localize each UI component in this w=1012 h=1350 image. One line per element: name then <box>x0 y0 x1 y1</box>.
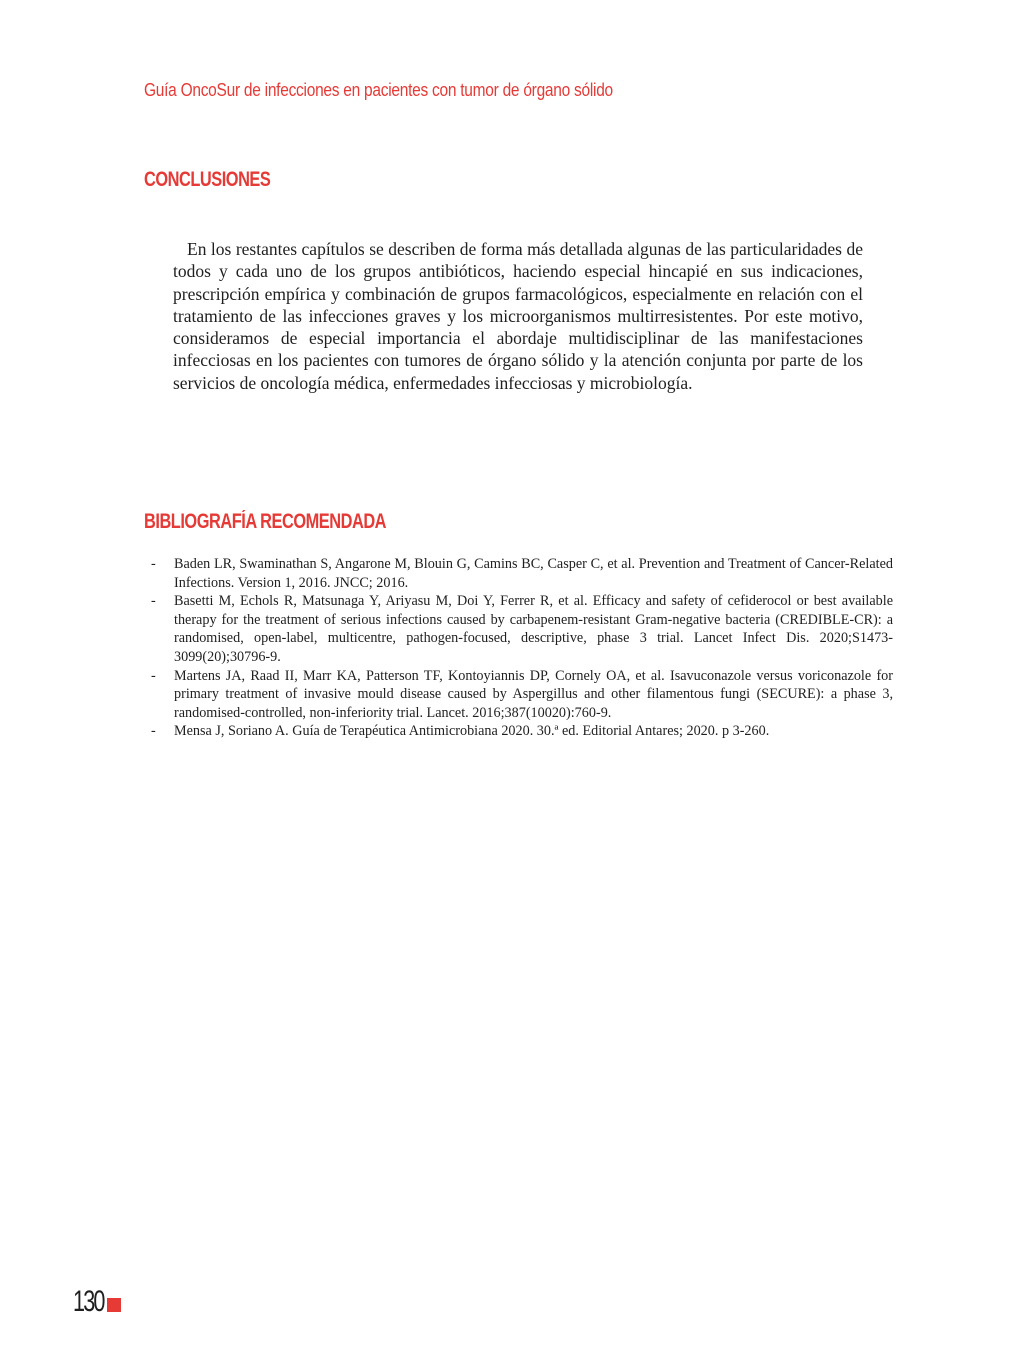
reference-item <box>147 722 893 741</box>
reference-item <box>147 667 893 723</box>
list-bullet: - <box>151 723 156 740</box>
reference-list <box>147 555 893 741</box>
running-header-title: Guía OncoSur de infecciones en pacientes con tumor de órgano sólido <box>144 80 613 100</box>
reference-text: Basetti M, Echols R, Matsunaga Y, Ariyasu M, Doi Y, Ferrer R, et al. Efficacy and safety of cefiderocol or best available therapy for the treatment of serious infections caused by carbapenem-resistant Gram-negative bacteria (CREDIBLE-CR): a randomised, open-label, multicentre, pathogen-focused, descriptive, phase 3 trial. Lancet Infect Dis. 2020;S1473-3099(20);30796-9. <box>174 593 893 665</box>
conclusiones-heading: CONCLUSIONES <box>144 168 271 191</box>
reference-text: Baden LR, Swaminathan S, Angarone M, Blouin G, Camins BC, Casper C, et al. Prevention and Treatment of Cancer-Related Infections. Version 1, 2016. JNCC; 2016. <box>174 556 893 591</box>
conclusiones-paragraph: En los restantes capítulos se describen de forma más detallada algunas de las particularidades de todos y cada uno de los grupos antibióticos, haciendo especial hincapié en sus indicaciones, prescripción empírica y combinación de grupos farmacológicos, especialmente en relación con el tratamiento de las infecciones graves y los microorganismos multirresistentes. Por este motivo, consideramos de especial importancia el abordaje multidisciplinar de las manifestaciones infecciosas en los pacientes con tumores de órgano sólido y la atención conjunta por parte de los servicios de oncología médica, enfermedades infecciosas y microbiología. <box>173 239 863 393</box>
reference-item <box>147 592 893 666</box>
reference-text: Mensa J, Soriano A. Guía de Terapéutica Antimicrobiana 2020. 30.ª ed. Editorial Antares; 2020. p 3-260. <box>174 723 770 740</box>
reference-item <box>147 555 893 592</box>
list-bullet: - <box>151 667 156 684</box>
list-bullet: - <box>151 593 156 610</box>
reference-text: Martens JA, Raad II, Marr KA, Patterson TF, Kontoyiannis DP, Cornely OA, et al. Isavuconazole versus voriconazole for primary treatment of invasive mould disease caused by Aspergillus and other filamentous fungi (SECURE): a phase 3, randomised-controlled, non-inferiority trial. Lancet. 2016;387(10020):760-9. <box>174 667 893 721</box>
bibliografia-heading: BIBLIOGRAFÍA RECOMENDADA <box>144 510 387 533</box>
list-bullet: - <box>151 556 156 572</box>
red-square-marker-icon <box>107 1298 121 1312</box>
page-footer <box>73 1285 121 1319</box>
page-number: 130 <box>73 1285 104 1318</box>
